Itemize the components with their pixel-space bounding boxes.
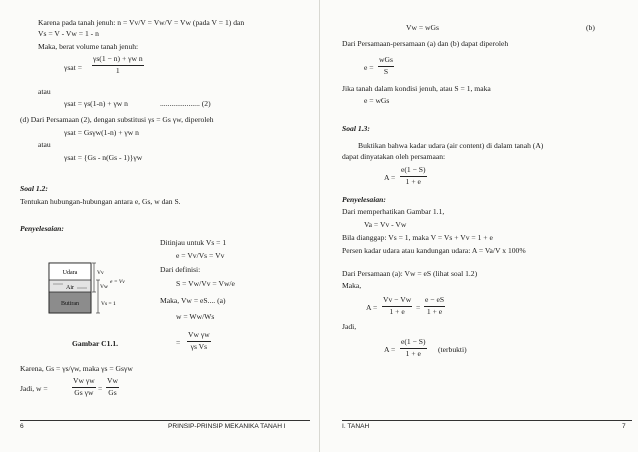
page-number: 6 [20,423,24,430]
text-line: atau [38,87,51,96]
equation: Vw = wGs [406,23,439,32]
text-line: Persen kadar udara atau kandungan udara: A = Va/V x 100% [342,246,526,255]
running-footer: PRINSIP-PRINSIP MEKANIKA TANAH I [168,423,286,430]
numerator: Vv − Vw [382,296,412,307]
footer-rule [20,420,310,421]
text-line: dapat dinyatakan oleh persamaan: [342,152,446,161]
figure-caption: Gambar C1.1. [72,339,119,348]
text-line: Ditinjau untuk Vs = 1 [160,238,227,247]
equation: w = Ww/Ws [176,312,215,321]
text-line: Dari Persamaan (a): Vw = eS (lihat soal 1.2) [342,269,478,278]
text-line: Karena pada tanah jenuh: n = Vv/V = Vw/V = Vw (pada V = 1) dan [38,18,245,27]
label-vv: Vv [97,270,104,276]
denominator: S [383,66,389,76]
denominator: 1 + e [389,306,405,316]
fraction-jadi-2 [106,377,119,397]
equation-label: A = [366,303,378,312]
denominator: Gs [108,387,117,397]
text-line: (d) Dari Persamaan (2), dengan substitusi γs = Gs γw, diperoleh [20,115,214,124]
section-title: Penyelesaian: [20,224,64,233]
equation: γsat = γs(1-n) + γw n [64,99,128,108]
text-line: Jadi, [342,322,357,331]
equals-sign: = [98,384,103,393]
text-line: Bila dianggap: Vs = 1, maka V = Vs + Vv = 1 + e [342,233,493,242]
equation: e = Vv/Vs = Vv [176,251,225,260]
fraction-air-2 [424,296,445,316]
equals-sign: = [416,303,421,312]
equation: Va = Vv - Vw [364,220,407,229]
numerator: Vw γw [187,331,211,342]
label-air: Air [66,285,74,291]
right-page [319,0,638,452]
text-line: Dari definisi: [160,265,201,274]
equation-label: A = [384,345,396,354]
equation: S = Vw/Vv = Vw/e [176,279,235,288]
numerator: γs(1 − n) + γw n [92,55,144,66]
label-vs: Vs = 1 [101,301,116,307]
text-line: Jika tanah dalam kondisi jenuh, atau S = 1, maka [342,84,491,93]
fraction-water-content [187,331,211,351]
text-line: Buktikan bahwa kadar udara (air content) di dalam tanah (A) [358,141,544,150]
text-line: Maka, [342,281,362,290]
label-e-vv: e = Vv [110,279,125,285]
equation: Maka, Vw = eS.... (a) [160,296,226,305]
equals-sign: = [176,338,181,347]
page-number: 7 [622,423,626,430]
footer-rule [342,420,632,421]
equation-label: e = [364,63,374,72]
denominator: Gs γw [74,387,94,397]
label-vw: Vw [100,284,108,290]
fraction-jadi-1 [72,377,96,397]
text-line: Karena, Gs = γs/γw, maka γs = Gsγw [20,364,133,373]
text-line: Dari memperhatikan Gambar 1.1, [342,207,445,216]
numerator: e − eS [424,296,445,307]
text-line: Tentukan hubungan-hubungan antara e, Gs, w dan S. [20,197,181,206]
section-title: Soal 1.3: [342,124,370,133]
equation-number: ..................... (2) [160,99,211,108]
text-line: Dari Persamaan-persamaan (a) dan (b) dapat diperoleh [342,39,509,48]
soil-phase-diagram [47,261,135,317]
section-title: Soal 1.2: [20,184,48,193]
equation-label: γsat = [64,63,82,72]
equation-tag: (b) [586,23,595,32]
fraction-air-1 [382,296,412,316]
numerator: Vw [106,377,119,388]
equation-label: A = [384,173,396,182]
text-line: Maka, berat volume tanah jenuh: [38,42,139,51]
denominator: 1 [115,65,120,75]
text-line: Vs = V - Vw = 1 - n [38,29,99,38]
equation: γsat = Gsγw(1-n) + γw n [64,128,139,137]
numerator: e(1 − S) [400,166,427,177]
equation: γsat = {Gs - n(Gs - 1)}γw [64,153,143,162]
section-title: Penyelesaian: [342,195,386,204]
numerator: e(1 − S) [400,338,427,349]
proof-note: (terbukti) [438,345,467,354]
equation-label: Jadi, w = [20,384,48,393]
denominator: 1 + e [426,306,443,316]
fraction-void-ratio [378,56,394,76]
denominator: 1 + e [405,348,421,358]
label-butiran: Butiran [61,301,79,307]
text-line: atau [38,140,51,149]
denominator: γs Vs [190,341,208,351]
numerator: wGs [378,56,394,67]
numerator: Vw γw [72,377,96,388]
fraction-sat-unit-weight [92,55,144,75]
equation: e = wGs [364,96,390,105]
label-udara: Udara [62,270,78,276]
fraction-air-content [400,166,427,186]
fraction-result [400,338,427,358]
denominator: 1 + e [405,176,421,186]
running-footer: I. TANAH [342,423,370,430]
